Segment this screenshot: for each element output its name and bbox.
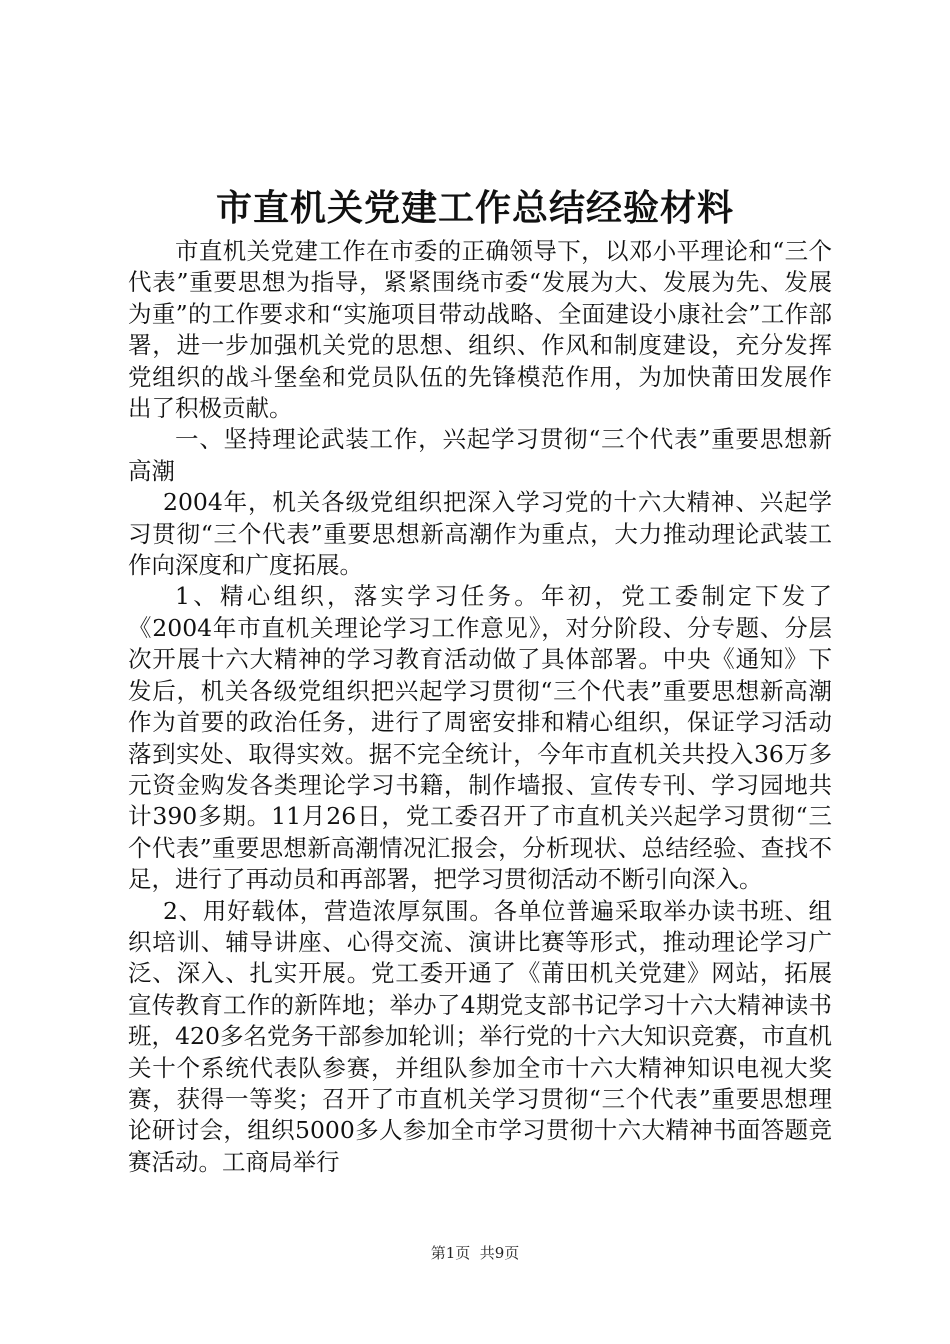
document-title: 市直机关党建工作总结经验材料 xyxy=(215,187,734,229)
page-number: 第1页 共9页 xyxy=(430,1244,520,1262)
page-footer xyxy=(0,1243,950,1263)
paragraph-item-2: 2、用好载体，营造浓厚氛围。各单位普遍采取举办读书班、组织培训、辅导讲座、心得交流、演讲比赛等形式，推动理论学习广泛、深入、扎实开展。党工委开通了《莆田机关党建》网站，拓展宣传教育工作的新阵地；举办了4期党支部书记学习十六大精神读书班，420多名党务干部参加轮训；举行党的十六大知识竞赛，市直机关十个系统代表队参赛，并组队参加全市十六大精神知识电视大奖赛，获得一等奖；召开了市直机关学习贯彻“三个代表”重要思想理论研讨会，组织5000多人参加全市学习贯彻十六大精神书面答题竞赛活动。工商局举行 xyxy=(128,896,832,1176)
section-heading-1: 一、坚持理论武装工作，兴起学习贯彻“三个代表”重要思想新高潮 xyxy=(128,425,832,485)
paragraph-2004: 2004年，机关各级党组织把深入学习党的十六大精神、兴起学习贯彻“三个代表”重要思想新高潮作为重点，大力推动理论武装工作向深度和广度拓展。 xyxy=(128,488,832,580)
paragraph-item-1: 1、精心组织，落实学习任务。年初，党工委制定下发了《2004年市直机关理论学习工作意见》，对分阶段、分专题、分层次开展十六大精神的学习教育活动做了具体部署。中央《通知》下发后，机关各级党组织把兴起学习贯彻“三个代表”重要思想新高潮作为首要的政治任务，进行了周密安排和精心组织，保证学习活动落到实处、取得实效。据不完全统计，今年市直机关共投入36万多元资金购发各类理论学习书籍，制作墙报、宣传专刊、学习园地共计390多期。11月26日，党工委召开了市直机关兴起学习贯彻“三个代表”重要思想新高潮情况汇报会，分析现状、总结经验、查找不足，进行了再动员和再部署，把学习贯彻活动不断引向深入。 xyxy=(128,582,832,894)
document-body xyxy=(128,236,832,1178)
paragraph-intro: 市直机关党建工作在市委的正确领导下，以邓小平理论和“三个代表”重要思想为指导，紧紧围绕市委“发展为大、发展为先、发展为重”的工作要求和“实施项目带动战略、全面建设小康社会”工作部署，进一步加强机关党的思想、组织、作风和制度建设，充分发挥党组织的战斗堡垒和党员队伍的先锋模范作用，为加快莆田发展作出了积极贡献。 xyxy=(128,237,832,423)
